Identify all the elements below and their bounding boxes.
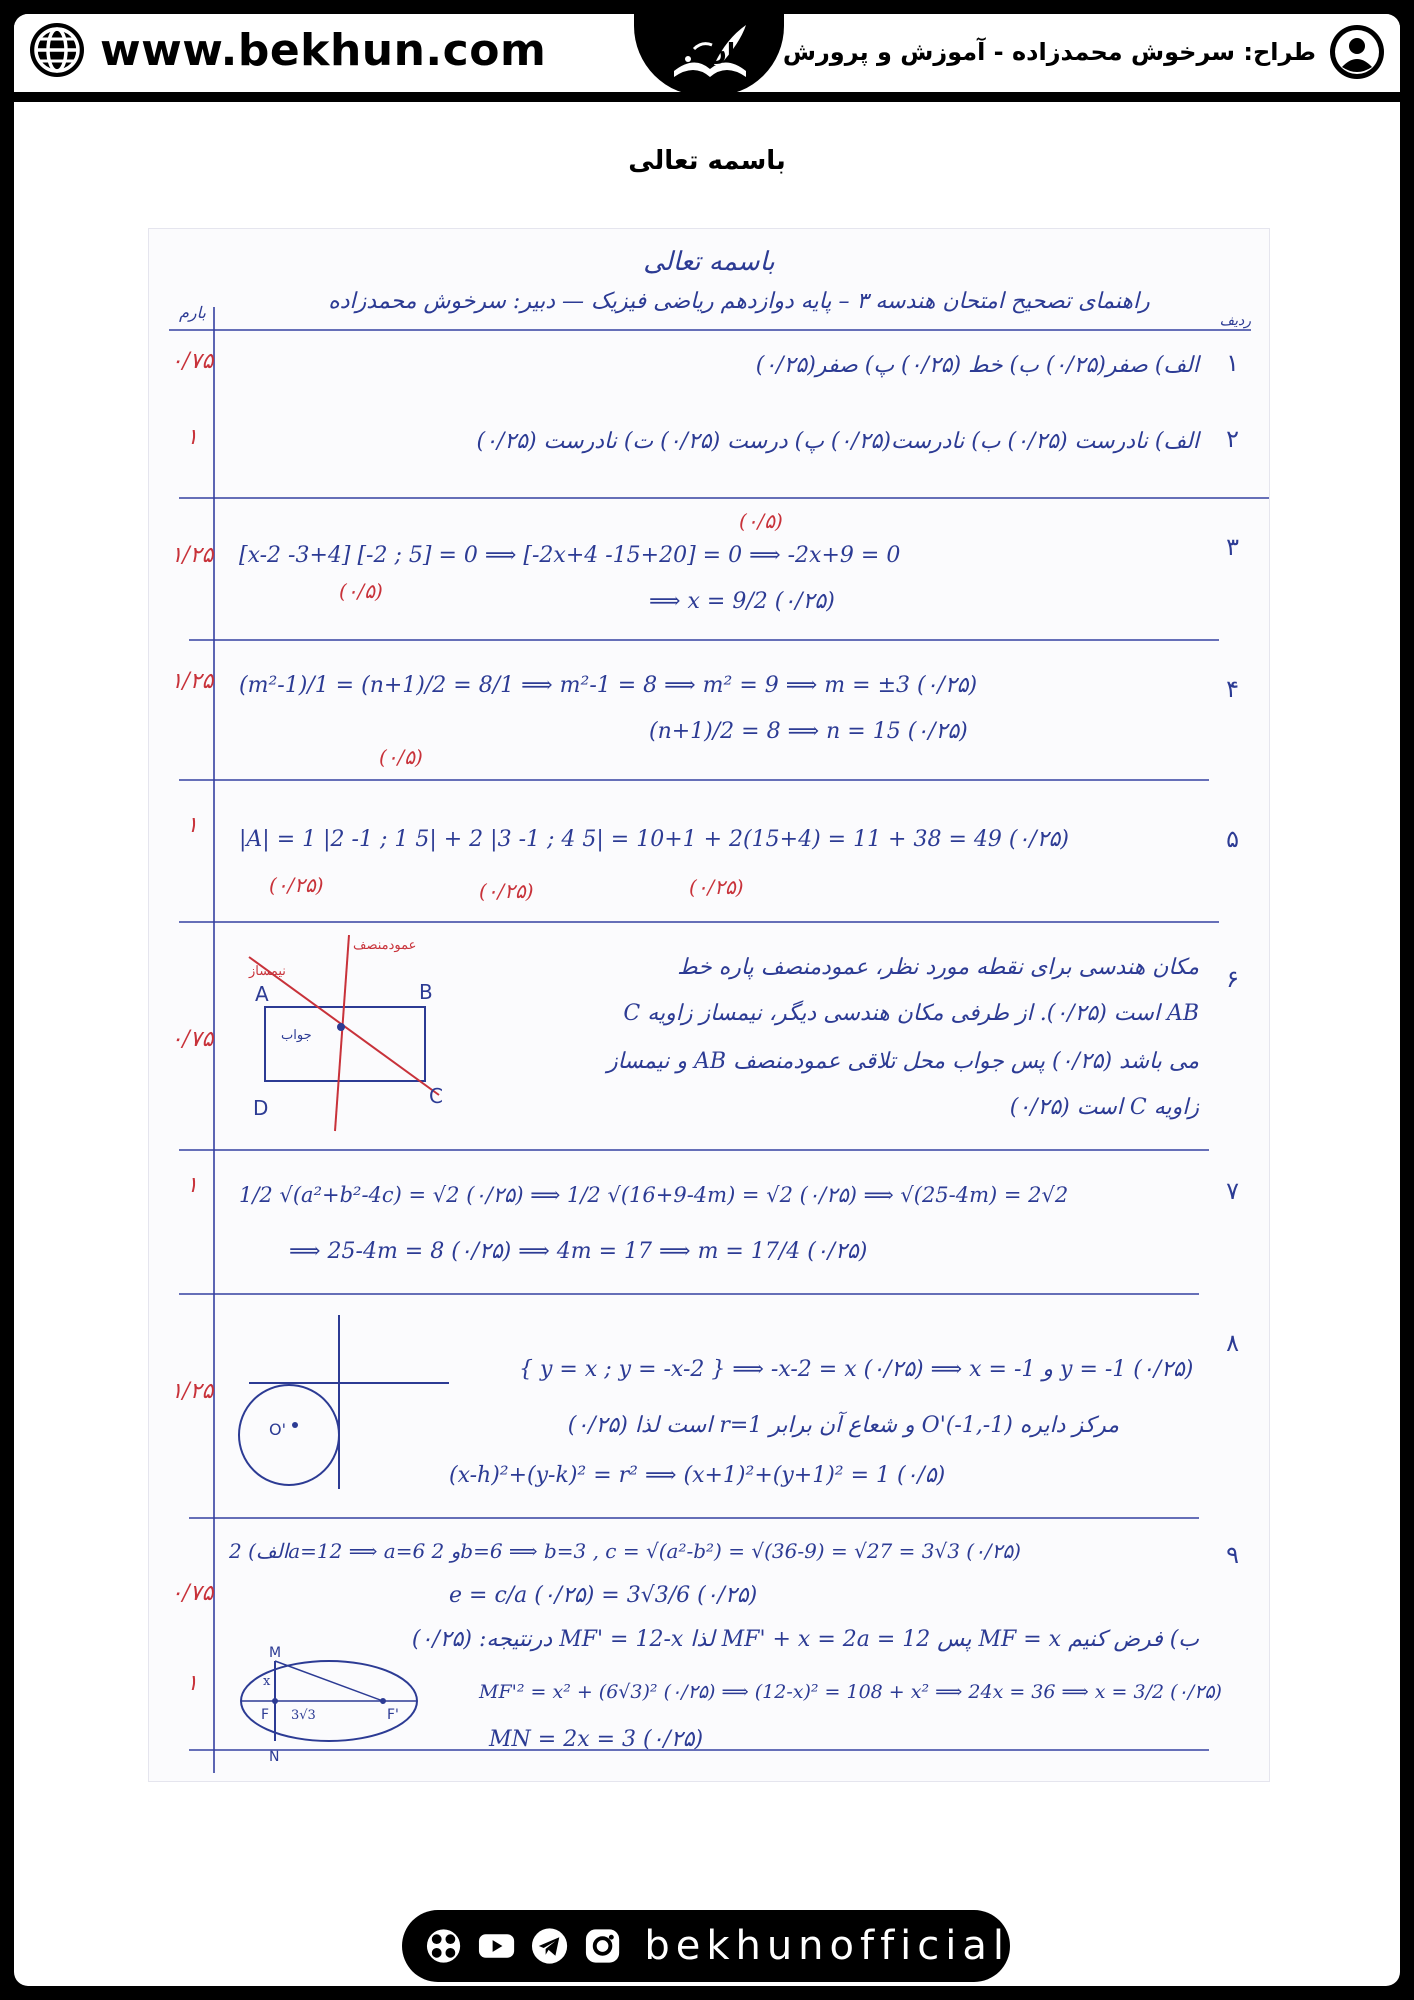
sheet-title: باسمه تعالی [643,247,775,277]
question-score: ۰/۷۵ [170,1581,214,1606]
vertex-d-label: D [253,1096,269,1120]
website-text: www.bekhun.com [100,24,547,76]
question-number: ۶ [1226,965,1239,993]
vertex-c-label: C [429,1084,443,1108]
question-score: ۱ [186,1173,198,1198]
answer-line: e = c/a (۰/۲۵) = 3√3/6 (۰/۲۵) [449,1583,758,1608]
angle-bisector-label: نیمساز [249,964,286,979]
row-divider [179,1149,1209,1151]
question-score: ۱ [186,425,198,450]
point-m-label: M [269,1645,282,1661]
column-header-row: ردیف [1219,313,1251,329]
aparat-icon[interactable] [424,1926,463,1966]
row-divider [179,779,1209,781]
instagram-icon[interactable] [583,1926,622,1966]
question-number: ۴ [1226,675,1239,703]
question-number: ۳ [1226,533,1239,561]
scanned-answer-sheet [148,228,1270,1782]
answer-line: الف) 2a=12 ⟹ a=6 و 2b=6 ⟹ b=3 , c = √(a²-b²) = √(36-9) = √27 = 3√3 (۰/۲۵) [229,1539,1021,1563]
answer-line: (n+1)/2 = 8 ⟹ n = 15 (۰/۲۵) [649,719,968,744]
rectangle-figure [229,935,469,1135]
answer-line: ⟹ 25-4m = 8 (۰/۲۵) ⟹ 4m = 17 ⟹ m = 17/4 (۰/۲۵) [289,1239,868,1264]
row-divider [189,1517,1199,1519]
question-number: ۲ [1226,425,1239,453]
sheet-subtitle: راهنمای تصحیح امتحان هندسه ۳ – پایه دوازدهم ریاضی فیزیک — دبیر: سرخوش محمدزاده [328,289,1150,314]
question-score: ۱/۲۵ [170,1379,214,1404]
answer-line: ب) فرض کنیم MF = x پس MF' + x = 2a = 12 لذا MF' = 12-x درنتیجه: (۰/۲۵) [411,1627,1199,1652]
youtube-icon[interactable] [477,1926,516,1966]
question-number: ۱ [1226,349,1239,377]
answer-line: [x-2 -3+4] [-2 ; 5] = 0 ⟹ [-2x+4 -15+20] = 0 ⟹ -2x+9 = 0 [239,543,901,568]
focus-f-label: F [261,1707,270,1723]
question-score: ۰/۷۵ [170,1027,214,1052]
answer-line: { y = x ; y = -x-2 } ⟹ -x-2 = x (۰/۲۵) ⟹ x = -1 و y = -1 (۰/۲۵) [519,1357,1194,1382]
vertex-a-label: A [255,982,269,1006]
social-footer [402,1910,1010,1982]
answer-line: MF'² = x² + (6√3)² (۰/۲۵) ⟹ (12-x)² = 108 + x² ⟹ 24x = 36 ⟹ x = 3/2 (۰/۲۵) [479,1681,1222,1703]
globe-icon [28,21,86,79]
question-score: ۱/۲۵ [170,669,214,694]
question-number: ۷ [1226,1177,1239,1205]
answer-line: زاویه C است (۰/۲۵) [1009,1095,1199,1120]
answer-line: ⟹ x = 9/2 (۰/۲۵) [649,589,835,614]
answer-line: (x-h)²+(y-k)² = r² ⟹ (x+1)²+(y+1)² = 1 (۰/۵) [449,1463,946,1488]
answer-line: مکان هندسی برای نقطه مورد نظر، عمودمنصف پاره خط [677,955,1199,980]
score-note: (۰/۲۵) [689,875,744,899]
answer-line: می باشد (۰/۲۵) پس جواب محل تلاقی عمودمنصف AB و نیمساز [606,1049,1199,1074]
score-note: (۰/۵) [379,745,423,769]
perpendicular-bisector-label: عمودمنصف [353,938,417,953]
social-handle[interactable]: bekhunofficial [644,1923,1011,1969]
answer-point-label: جواب [281,1028,312,1043]
answer-line: AB است (۰/۲۵). از طرفی مکان هندسی دیگر، نیمساز زاویه C [623,1001,1199,1026]
question-score-part-b: ۱ [186,1671,198,1696]
row-divider [179,921,1219,923]
answer-line: الف) صفر(۰/۲۵) ب) خط (۰/۲۵) پ) صفر(۰/۲۵) [755,353,1199,378]
page-heading: باسمه تعالی [628,146,786,176]
column-header-score: بارم [179,303,206,322]
segment-length-label: 3√3 [291,1708,316,1723]
score-note: (۰/۲۵) [269,873,324,897]
score-note: (۰/۵) [339,579,383,603]
answer-line: مرکز دایره O'(-1,-1) و شعاع آن برابر r=1 است لذا (۰/۲۵) [567,1413,1119,1438]
focus-f-prime-label: F' [387,1707,399,1723]
header-divider [14,92,1400,102]
answer-line: 1/2 √(a²+b²-4c) = √2 (۰/۲۵) ⟹ 1/2 √(16+9-4m) = √2 (۰/۲۵) ⟹ √(25-4m) = 2√2 [239,1183,1069,1207]
answer-line: |A| = 1 |2 -1 ; 1 5| + 2 |3 -1 ; 4 5| = 10+1 + 2(15+4) = 11 + 38 = 49 (۰/۲۵) [239,827,1069,852]
circle-axes-figure [229,1309,449,1509]
user-avatar-icon [1328,23,1386,81]
segment-x-label: x [263,1674,271,1689]
designer-credit [706,22,1386,82]
header [14,14,1400,84]
website-link[interactable] [28,20,546,80]
vertex-b-label: B [419,980,433,1004]
row-divider [189,639,1219,641]
score-note: (۰/۵) [739,509,783,533]
designer-text: طراح: سرخوش محمدزاده - آموزش و پرورش ملکان [706,38,1316,66]
row-divider [179,1293,1199,1295]
point-n-label: N [269,1749,280,1765]
question-score: ۱ [186,813,198,838]
answer-line: الف) نادرست (۰/۲۵) ب) نادرست(۰/۲۵) پ) درست (۰/۲۵) ت) نادرست (۰/۲۵) [476,429,1199,454]
center-label: O' [269,1420,286,1439]
row-divider [169,329,1251,331]
telegram-icon[interactable] [530,1926,569,1966]
question-number: ۸ [1226,1329,1239,1357]
row-divider [179,497,1269,499]
score-note: (۰/۲۵) [479,879,534,903]
answer-line: (m²-1)/1 = (n+1)/2 = 8/1 ⟹ m²-1 = 8 ⟹ m² = 9 ⟹ m = ±3 (۰/۲۵) [239,673,978,698]
ellipse-figure [229,1645,429,1765]
question-score: ۰/۷۵ [170,349,214,374]
answer-line: MN = 2x = 3 (۰/۲۵) [489,1727,704,1752]
page [14,14,1400,1986]
question-number: ۵ [1226,825,1239,853]
question-score: ۱/۲۵ [170,543,214,568]
question-number: ۹ [1226,1541,1239,1569]
